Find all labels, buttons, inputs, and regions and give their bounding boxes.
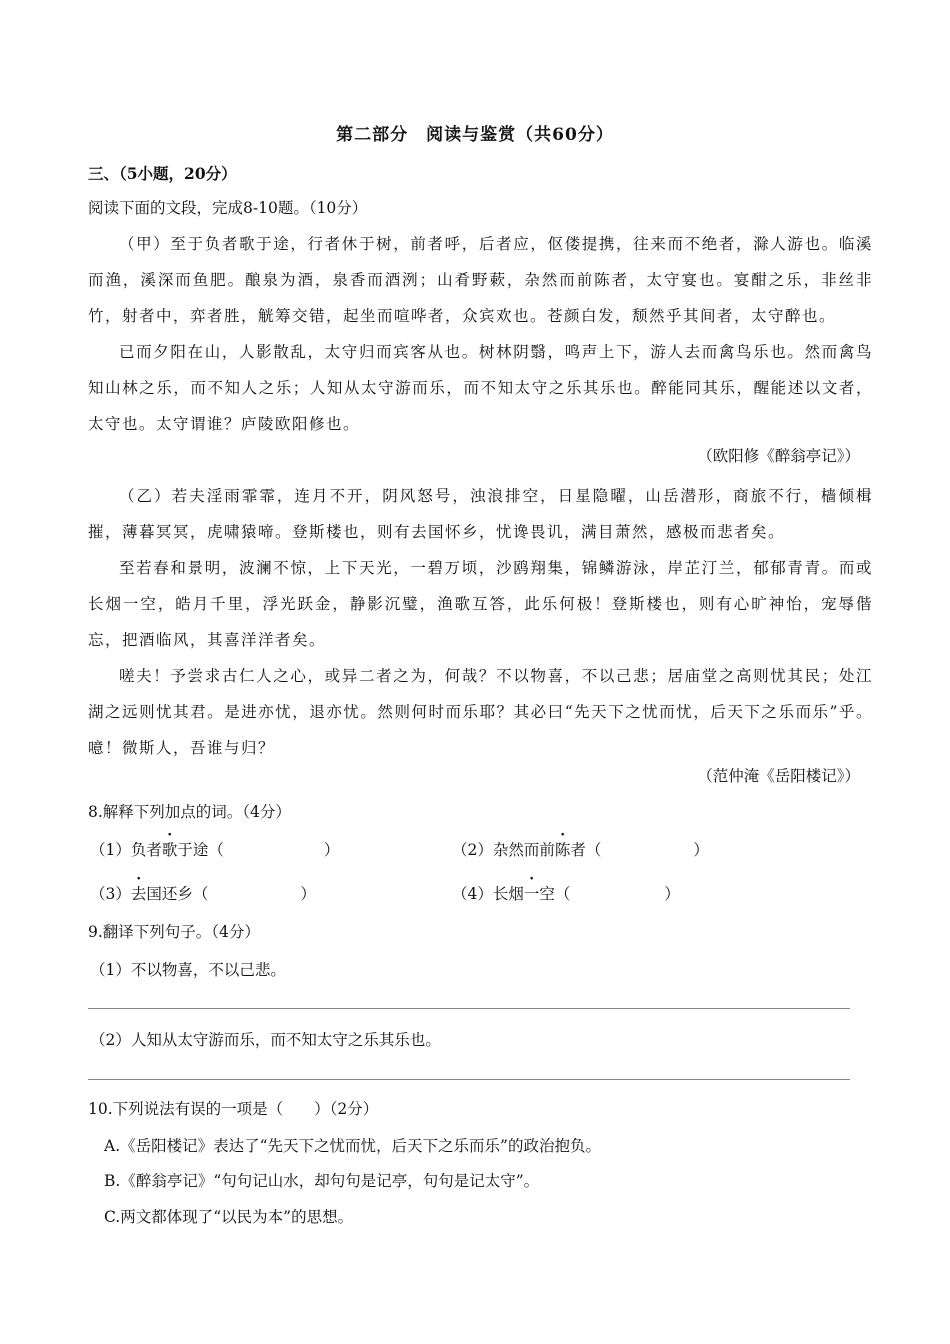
reading-instruction: 阅读下面的文段，完成8-10题。（10分） (88, 199, 368, 217)
question-10-stem: 10.下列说法有误的一项是（ ）（2分） (88, 1100, 379, 1118)
q8-item-3-text-after: 国还乡（ (146, 885, 209, 903)
q8-item-1-text: 负者 (130, 841, 162, 859)
passage-b-paragraph-3: 嗟夫！予尝求古仁人之心，或异二者之为，何哉？不以物喜，不以己悲；居庙堂之高则忧其民；处江湖之远则忧其君。是进亦忧，退亦忧。然则何时而乐耶？其必曰“先天下之忧而忧，后天下之乐而乐”乎。噫！微斯人，吾谁与归？ (88, 667, 873, 757)
q9-sentence-2: （2）人知从太守游而乐，而不知太守之乐其乐也。 (90, 1031, 441, 1049)
q8-item-2-number: （2） (452, 841, 493, 859)
q8-item-1-text-after: 于途（ (177, 841, 224, 859)
q8-item-1-close: ） (323, 841, 340, 859)
q8-item-2-dotted-word: 陈 (554, 841, 571, 859)
question-8-stem: 8.解释下列加点的词。（4分） (88, 803, 291, 821)
passage-b-paragraph-2: 至若春和景明，波澜不惊，上下天光，一碧万顷，沙鸥翔集，锦鳞游泳，岸芷汀兰，郁郁青青。而或长烟一空，皓月千里，浮光跃金，静影沉璧，渔歌互答，此乐何极！登斯楼也，则有心旷神怡，宠辱偕忘，把酒临风，其喜洋洋者矣。 (88, 559, 873, 649)
q10-option-a[interactable]: A.《岳阳楼记》表达了“先天下之忧而忧，后天下之乐而乐”的政治抱负。 (104, 1137, 601, 1155)
q8-item-4-close: ） (664, 885, 680, 903)
q8-item-4-dotted-word: 一 (523, 885, 540, 903)
q10-option-c[interactable]: C.两文都体现了“以民为本”的思想。 (104, 1208, 354, 1226)
q8-item-4-text-after: 空（ (539, 885, 571, 903)
q8-item-4 (452, 882, 680, 904)
q8-item-2-text-after: 者（ (570, 841, 602, 859)
q8-item-1-dotted-word: 歌 (161, 841, 178, 859)
passage-a-paragraph-1: （甲）至于负者歌于途，行者休于树，前者呼，后者应，伛偻提携，往来而不绝者，滁人游也。临溪而渔，溪深而鱼肥。酿泉为酒，泉香而酒洌；山肴野蔌，杂然而前陈者，太守宴也。宴酣之乐，非丝非竹，射者中，弈者胜，觥筹交错，起坐而喧哗者，众宾欢也。苍颜白发，颓然乎其间者，太守醉也。 (88, 235, 873, 325)
passage-b-source: （范仲淹《岳阳楼记》） (697, 767, 860, 785)
q8-item-2-close: ） (693, 841, 709, 859)
q9-sentence-1: （1）不以物喜，不以己悲。 (90, 961, 286, 979)
q8-item-1 (90, 838, 339, 860)
q8-item-3-dotted-word: 去 (130, 885, 147, 903)
passage-a-paragraph-2: 已而夕阳在山，人影散乱，太守归而宾客从也。树林阴翳，鸣声上下，游人去而禽鸟乐也。然而禽鸟知山林之乐，而不知人之乐；人知从太守游而乐，而不知太守之乐其乐也。醉能同其乐，醒能述以文者，太守也。太守谓谁？庐陵欧阳修也。 (88, 343, 873, 433)
q8-item-2-text: 杂然而前 (492, 841, 555, 859)
question-9-stem: 9.翻译下列句子。（4分） (88, 923, 260, 941)
q8-item-3-number: （3） (90, 885, 131, 903)
q8-item-3-close: ） (300, 885, 316, 903)
passage-b-paragraph-1: （乙）若夫淫雨霏霏，连月不开，阴风怒号，浊浪排空，日星隐曜，山岳潜形，商旅不行，樯倾楫摧，薄暮冥冥，虎啸猿啼。登斯楼也，则有去国怀乡，忧谗畏讥，满目萧然，感极而悲者矣。 (88, 487, 873, 541)
section-title: 第二部分 阅读与鉴赏（共60分） (336, 125, 614, 145)
part3-heading: 三、（5小题，20分） (88, 164, 237, 183)
q8-item-1-number: （1） (90, 841, 131, 859)
q8-item-3 (90, 882, 316, 904)
q8-item-2 (452, 838, 709, 860)
q8-item-4-number: （4） (452, 885, 493, 903)
q9-answer-line-1[interactable] (88, 1008, 850, 1009)
q10-option-b[interactable]: B.《醉翁亭记》“句句记山水，却句句是记亭，句句是记太守”。 (104, 1172, 540, 1190)
q9-answer-line-2[interactable] (88, 1079, 850, 1080)
q8-item-4-text: 长烟 (492, 885, 524, 903)
passage-a-source: （欧阳修《醉翁亭记》） (697, 447, 860, 465)
